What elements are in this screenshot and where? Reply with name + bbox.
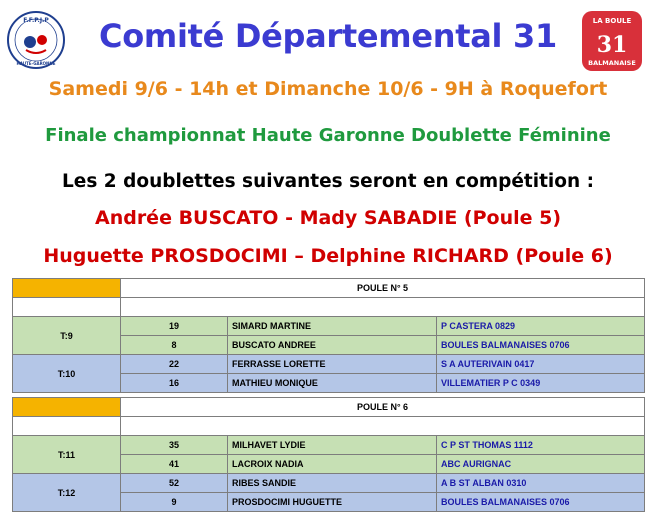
- table-row: [13, 317, 645, 336]
- club-name: A B ST ALBAN 0310: [437, 474, 645, 493]
- team-number: 16: [121, 374, 228, 393]
- player-name: LACROIX NADIA: [228, 455, 437, 474]
- event-name: Finale championnat Haute Garonne Doublette Féminine: [45, 125, 611, 146]
- player-name: BUSCATO ANDREE: [228, 336, 437, 355]
- page-title: Comité Départemental 31: [99, 17, 557, 55]
- svg-text:LA BOULE: LA BOULE: [592, 17, 632, 25]
- player-name: MATHIEU MONIQUE: [228, 374, 437, 393]
- poule-color-cell: [13, 279, 121, 298]
- team-number: 35: [121, 436, 228, 455]
- player-name: PROSDOCIMI HUGUETTE: [228, 493, 437, 512]
- terrain-label: T:9: [13, 317, 121, 355]
- player-name: RIBES SANDIE: [228, 474, 437, 493]
- table-row: [13, 436, 645, 455]
- club-name: BOULES BALMANAISES 0706: [437, 336, 645, 355]
- svg-text:F.F.P.J.P: F.F.P.J.P: [23, 17, 49, 24]
- results-table: [12, 278, 645, 512]
- player-name: FERRASSE LORETTE: [228, 355, 437, 374]
- team-number: 8: [121, 336, 228, 355]
- club-name: P CASTERA 0829: [437, 317, 645, 336]
- svg-text:BALMANAISE: BALMANAISE: [588, 59, 636, 67]
- poule-header-row: [13, 398, 645, 417]
- poule-title: POULE N° 6: [121, 398, 645, 417]
- poule-color-cell: [13, 398, 121, 417]
- team-number: 41: [121, 455, 228, 474]
- club-name: S A AUTERIVAIN 0417: [437, 355, 645, 374]
- club-name: ABC AURIGNAC: [437, 455, 645, 474]
- club-name: C P ST THOMAS 1112: [437, 436, 645, 455]
- svg-text:HAUTE-GARONNE: HAUTE-GARONNE: [16, 61, 56, 66]
- table-row: [13, 417, 645, 436]
- poule-header-row: [13, 279, 645, 298]
- table-row: [13, 355, 645, 374]
- event-date: Samedi 9/6 - 14h et Dimanche 10/6 - 9H à Roquefort: [48, 78, 608, 100]
- player-name: MILHAVET LYDIE: [228, 436, 437, 455]
- intro-text: Les 2 doublettes suivantes seront en compétition :: [62, 171, 594, 192]
- team-2: Huguette PROSDOCIMI – Delphine RICHARD (Poule 6): [43, 245, 613, 267]
- club-name: BOULES BALMANAISES 0706: [437, 493, 645, 512]
- table-row: [13, 474, 645, 493]
- boule-balmanaise-logo: [581, 10, 643, 72]
- terrain-label: T:12: [13, 474, 121, 512]
- svg-text:31: 31: [596, 32, 628, 58]
- club-name: VILLEMATIER P C 0349: [437, 374, 645, 393]
- terrain-label: T:11: [13, 436, 121, 474]
- player-name: SIMARD MARTINE: [228, 317, 437, 336]
- terrain-label: T:10: [13, 355, 121, 393]
- team-number: 52: [121, 474, 228, 493]
- team-number: 19: [121, 317, 228, 336]
- team-number: 22: [121, 355, 228, 374]
- table-row: [13, 298, 645, 317]
- poule-title: POULE N° 5: [121, 279, 645, 298]
- team-number: 9: [121, 493, 228, 512]
- team-1: Andrée BUSCATO - Mady SABADIE (Poule 5): [94, 207, 562, 229]
